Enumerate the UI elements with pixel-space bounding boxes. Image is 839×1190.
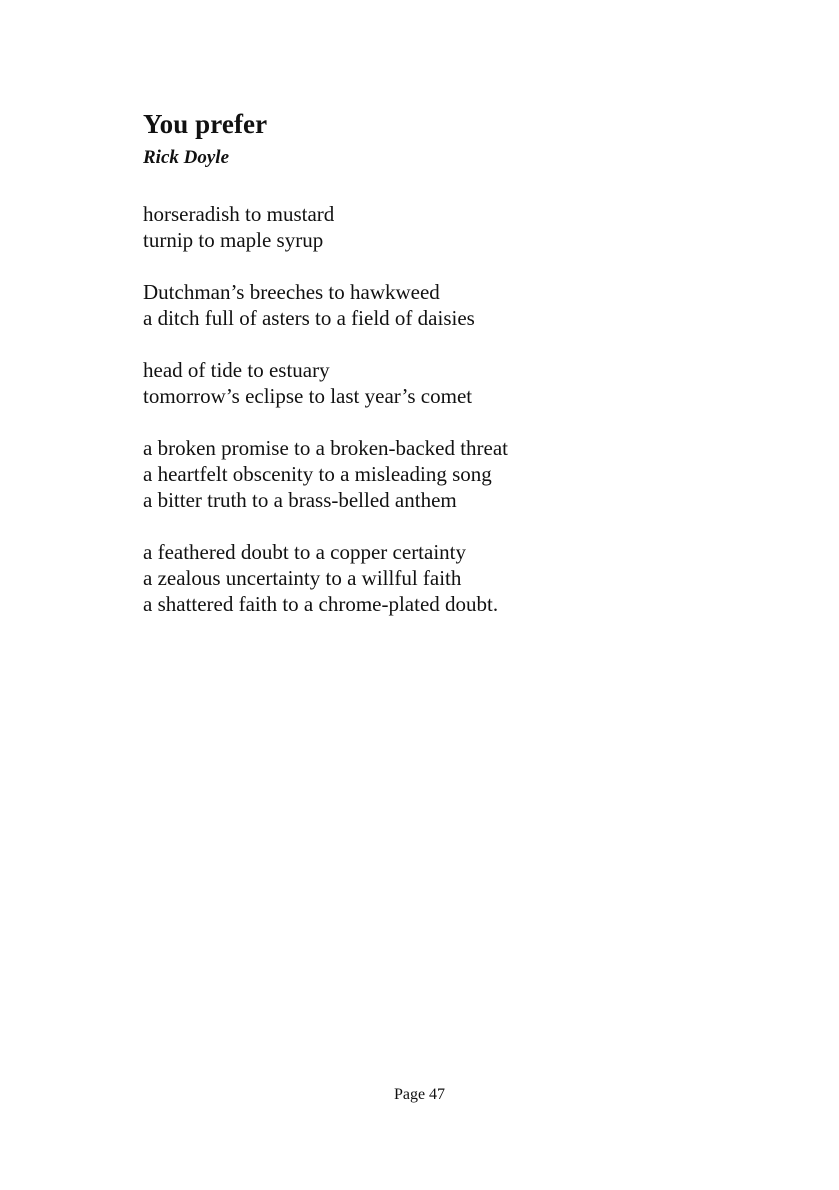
poem-line: head of tide to estuary <box>143 358 330 382</box>
poem-author: Rick Doyle <box>143 147 230 168</box>
poem-line: horseradish to mustard <box>143 202 335 226</box>
poem-line: a shattered faith to a chrome-plated doubt. <box>143 592 499 616</box>
poem-line: a bitter truth to a brass-belled anthem <box>143 488 457 512</box>
poem-line: Dutchman’s breeches to hawkweed <box>143 280 440 304</box>
poem-line: a broken promise to a broken-backed threat <box>143 436 509 460</box>
page-number: Page 47 <box>393 1086 446 1103</box>
stanza-1 <box>143 201 703 253</box>
poem-line: turnip to maple syrup <box>143 228 324 252</box>
poem-line: a heartfelt obscenity to a misleading song <box>143 462 492 486</box>
stanza-2 <box>143 279 703 331</box>
stanza-3 <box>143 357 703 409</box>
stanza-4 <box>143 435 703 513</box>
stanza-5 <box>143 539 703 617</box>
poem-body <box>143 201 703 643</box>
poem-line: a ditch full of asters to a field of daisies <box>143 306 475 330</box>
poem-line: a zealous uncertainty to a willful faith <box>143 566 462 590</box>
poem-title: You prefer <box>143 109 268 139</box>
poem-line: tomorrow’s eclipse to last year’s comet <box>143 384 473 408</box>
poem-line: a feathered doubt to a copper certainty <box>143 540 467 564</box>
